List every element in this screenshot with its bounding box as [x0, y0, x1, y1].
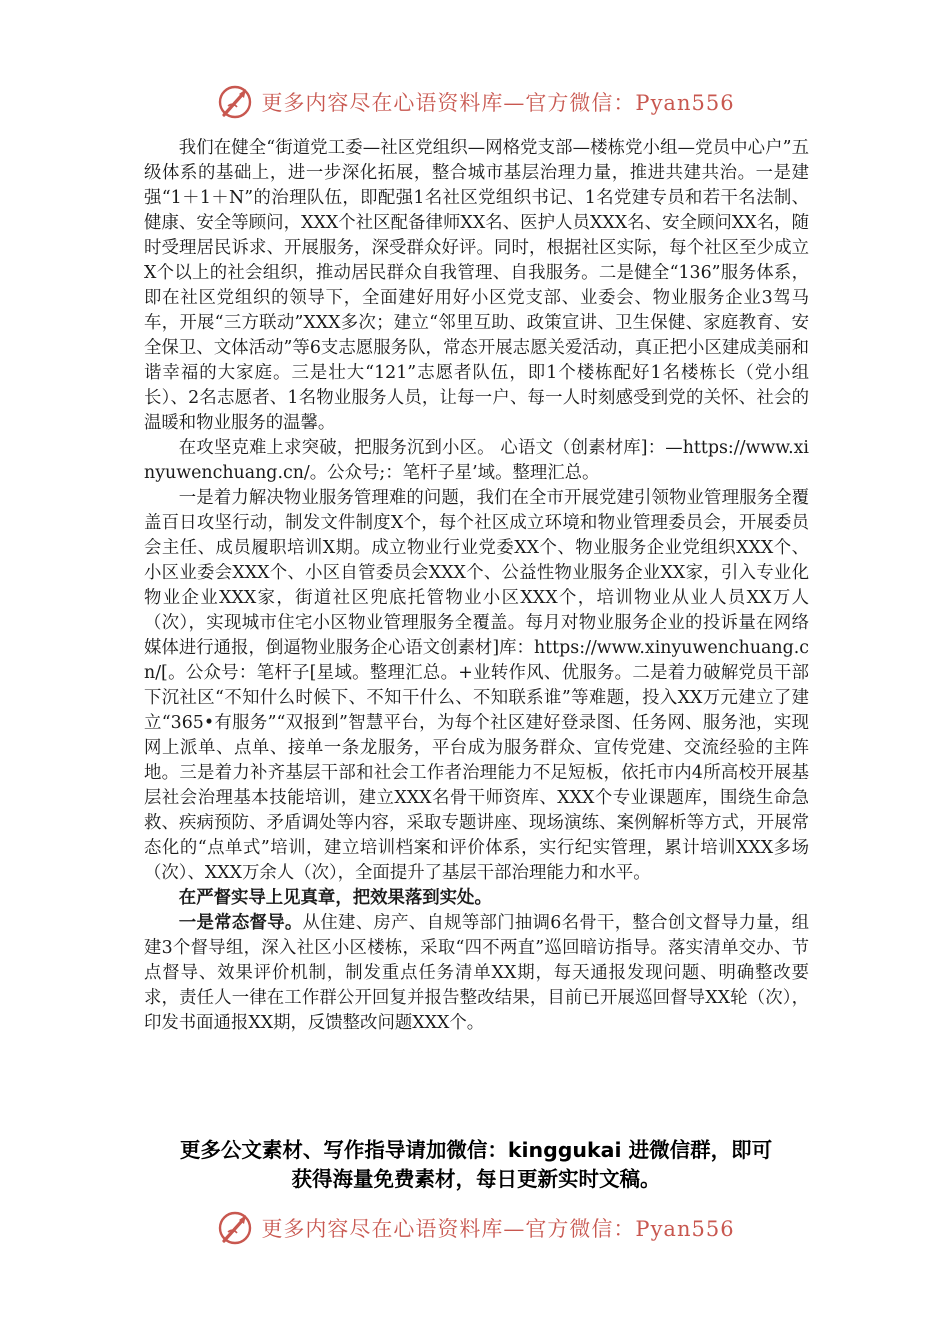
header-banner-text: 更多内容尽在心语资料库—官方微信：Pyan556 [261, 91, 735, 115]
paragraph-routine-supervision [144, 911, 809, 1036]
paragraph-breakthrough-heading: 在攻坚克难上求突破，把服务沉到小区。 心语文（创素材库]：—https://www.xinyuwenchuang.cn/。公众号;：笔杆子星’域。整理汇总。 [144, 438, 809, 483]
paragraph-supervision-heading: 在严督实导上见真章，把效果落到实处。 [178, 888, 492, 908]
pen-logo-icon [215, 1208, 255, 1248]
wechat-promo-note [140, 1136, 812, 1194]
promo-line-1: 更多公文素材、写作指导请加微信：kinggukai 进微信群，即可 [179, 1138, 773, 1162]
routine-supervision-lead: 一是常态督导。 [178, 913, 303, 933]
promo-line-2: 获得海量免费素材，每日更新实时文稿。 [291, 1167, 661, 1191]
paragraph-property-management: 一是着力解决物业服务管理难的问题，我们在全市开展党建引领物业管理服务全覆盖百日攻坚行动，制发文件制度X个，每个社区成立环境和物业管理委员会，开展委员会主任、成员履职培训X期。成立物业行业党委XX个、物业服务企业党组织XXX个、小区业委会XXX个、小区自管委员会XXX个、公益性物业服务企业XX家，引入专业化物业企业XXX家，街道社区兜底托管物业小区XXX个，培训物业从业人员XX万人（次），实现城市住宅小区物业管理服务全覆盖。每月对物业服务企业的投诉量在网络媒体进行通报，倒逼物业服务企心语文创素材]库：https://www.xinyuwenchuang.cn/[。公众号：笔杆子[星域。整理汇总。+业转作风、优服务。二是着力破解党员干部下沉社区“不知什么时候下、不知干什么、不知联系谁”等难题，投入XX万元建立了建立“365•有服务”“双报到”智慧平台，为每个社区建好登录图、任务网、服务池，实现网上派单、点单、接单一条龙服务，平台成为服务群众、宣传党建、交流经验的主阵地。三是着力补齐基层干部和社会工作者治理能力不足短板，依托市内4所高校开展基层社会治理基本技能培训，建立XXX名骨干师资库、XXX个专业课题库，围绕生命急救、疾病预防、矛盾调处等内容，采取专题讲座、现场演练、案例解析等方式，开展常态化的“点单式”培训，建立培训档案和评价体系，实行纪实管理，累计培训XXX多场（次）、XXX万余人（次），全面提升了基层干部治理能力和水平。 [144, 488, 809, 883]
footer-banner [0, 1206, 950, 1250]
pen-logo-icon [215, 82, 255, 122]
routine-supervision-text: 从住建、房产、自规等部门抽调6名骨干，整合创文督导力量，组建3个督导组，深入社区小区楼栋，采取“四不两直”巡回暗访指导。落实清单交办、节点督导、效果评价机制，制发重点任务清单XX期，每天通报发现问题、明确整改要求，责任人一律在工作群公开回复并报告整改结果，目前已开展巡回督导XX轮（次），印发书面通报XX期，反馈整改问题XXX个。 [144, 913, 809, 1033]
article-body [144, 136, 809, 1036]
footer-banner-text: 更多内容尽在心语资料库—官方微信：Pyan556 [261, 1217, 735, 1241]
header-banner [0, 80, 950, 124]
paragraph-community-system: 我们在健全“街道党工委—社区党组织—网格党支部—楼栋党小组—党员中心户”五级体系的基础上，进一步深化拓展，整合城市基层治理力量，推进共建共治。一是建强“1＋1＋N”的治理队伍，即配强1名社区党组织书记、1名党建专员和若干名法制、健康、安全等顾问，XXX个社区配备律师XX名、医护人员XXX名、安全顾问XX名，随时受理居民诉求、开展服务，深受群众好评。同时，根据社区实际，每个社区至少成立X个以上的社会组织，推动居民群众自我管理、自我服务。二是健全“136”服务体系，即在社区党组织的领导下，全面建好用好小区党支部、业委会、物业服务企业3驾马车，开展“三方联动”XXX多次；建立“邻里互助、政策宣讲、卫生保健、家庭教育、安全保卫、文体活动”等6支志愿服务队，常态开展志愿关爱活动，真正把小区建成美丽和谐幸福的大家庭。三是壮大“121”志愿者队伍，即1个楼栋配好1名楼栋长（党小组长）、2名志愿者、1名物业服务人员，让每一户、每一人时刻感受到党的关怀、社会的温暖和物业服务的温馨。 [144, 138, 809, 433]
